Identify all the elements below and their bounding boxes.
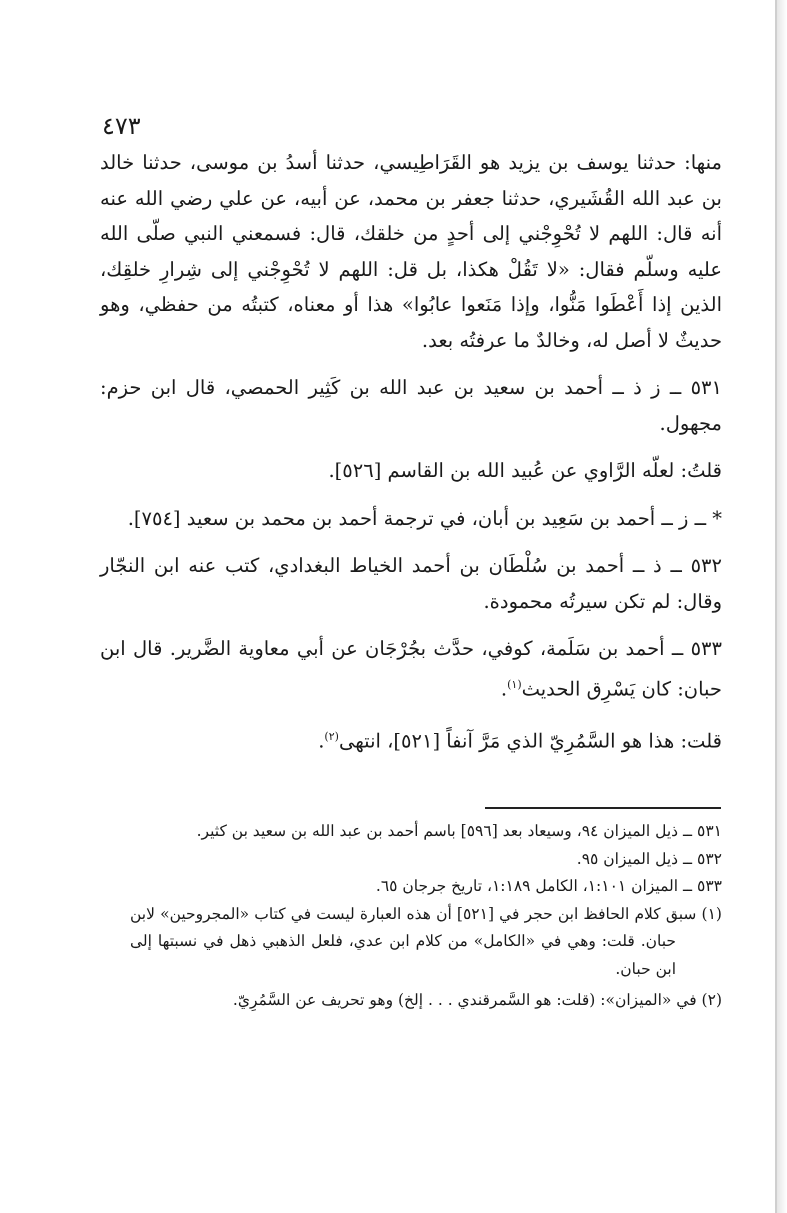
entry-cross-reference: * ــ ز ــ أحمد بن سَعِيد بن أبان، في ترجمة أحمد بن محمد بن سعيد [٧٥٤]. [127, 506, 722, 530]
footnote-source-532: ٥٣٢ ــ ذيل الميزان ٩٥. [576, 849, 722, 868]
page-binding-shadow [777, 0, 787, 1213]
footnote-source-531: ٥٣١ ــ ذيل الميزان ٩٤، وسيعاد بعد [٥٩٦] باسم أحمد بن عبد الله بن سعيد بن كثير. [196, 822, 722, 840]
footnote-1: (١) سبق كلام الحافظ ابن حجر في [٥٢١] أن هذه العبارة ليست في كتاب «المجروحين» لابن حبان. قلت: وهي في «الكامل» من كلام ابن عدي، فلعل الذهبي ذهل في نسبتها إلى ابن حبان. [130, 904, 722, 978]
entry-533-end: . [500, 677, 508, 700]
footnotes [130, 818, 722, 1015]
note-533 [100, 719, 722, 759]
entry-533 [100, 631, 722, 707]
paragraph-hadith: منها: حدثنا يوسف بن يزيد هو القَرَاطِيسي، حدثنا أسدُ بن موسى، حدثنا خالد بن عبد الله القُشَيري، حدثنا جعفر بن محمد، عن أبيه، عن علي رضي الله عنه أنه قال: اللهم لا تُحْوِجْني إلى أحدٍ من خلقك، قال: فسمعني النبي صلّى الله عليه وسلّم فقال: «لا تَقُلْ هكذا، بل قل: اللهم لا تُحْوِجْني إلى شِرارِ خلقِك، الذين إذا أَعْطَوا مَنُّوا، وإذا مَنَعوا عابُوا» هذا أو معناه، كتبتُه من حفظي، وهو حديثٌ لا أصل له، وخالدٌ ما عرفتُه بعد. [100, 151, 722, 352]
entry-531: ٥٣١ ــ ز ذ ــ أحمد بن سعيد بن عبد الله بن كَثِير الحمصي، قال ابن حزم: مجهول. [100, 376, 722, 435]
page-number: ٤٧٣ [102, 112, 141, 140]
note-533-text: قلت: هذا هو السَّمُرِيّ الذي مَرَّ آنفاً [٥٢١]، انتهى [338, 729, 722, 752]
footnote-ref-1: (١) [507, 677, 522, 691]
footnote-ref-2: (٢) [324, 729, 339, 743]
footnote-2: (٢) في «الميزان»: (قلت: هو السَّمرقندي . . . إلخ) وهو تحريف عن السَّمُرِيّ. [232, 991, 722, 1009]
footnote-separator [485, 807, 721, 809]
entry-532: ٥٣٢ ــ ذ ــ أحمد بن سُلْطَان بن أحمد الخياط البغدادي، كتب عنه ابن النجّار وقال: لم تكن سيرتُه محمودة. [100, 554, 722, 613]
footnote-source-533: ٥٣٣ ــ الميزان ١:١٠١، الكامل ١:١٨٩، تاريخ جرجان ٦٥. [375, 877, 722, 895]
entry-533-text: ٥٣٣ ــ أحمد بن سَلَمة، كوفي، حدَّث بجُرْجَان عن أبي معاوية الضَّرير. قال ابن حبان: كان يَسْرِق الحديث [100, 637, 722, 700]
note-533-end: . [318, 729, 325, 752]
note-531: قلتُ: لعلّه الرَّاوي عن عُبيد الله بن القاسم [٥٢٦]. [328, 459, 722, 482]
main-text [100, 145, 722, 759]
